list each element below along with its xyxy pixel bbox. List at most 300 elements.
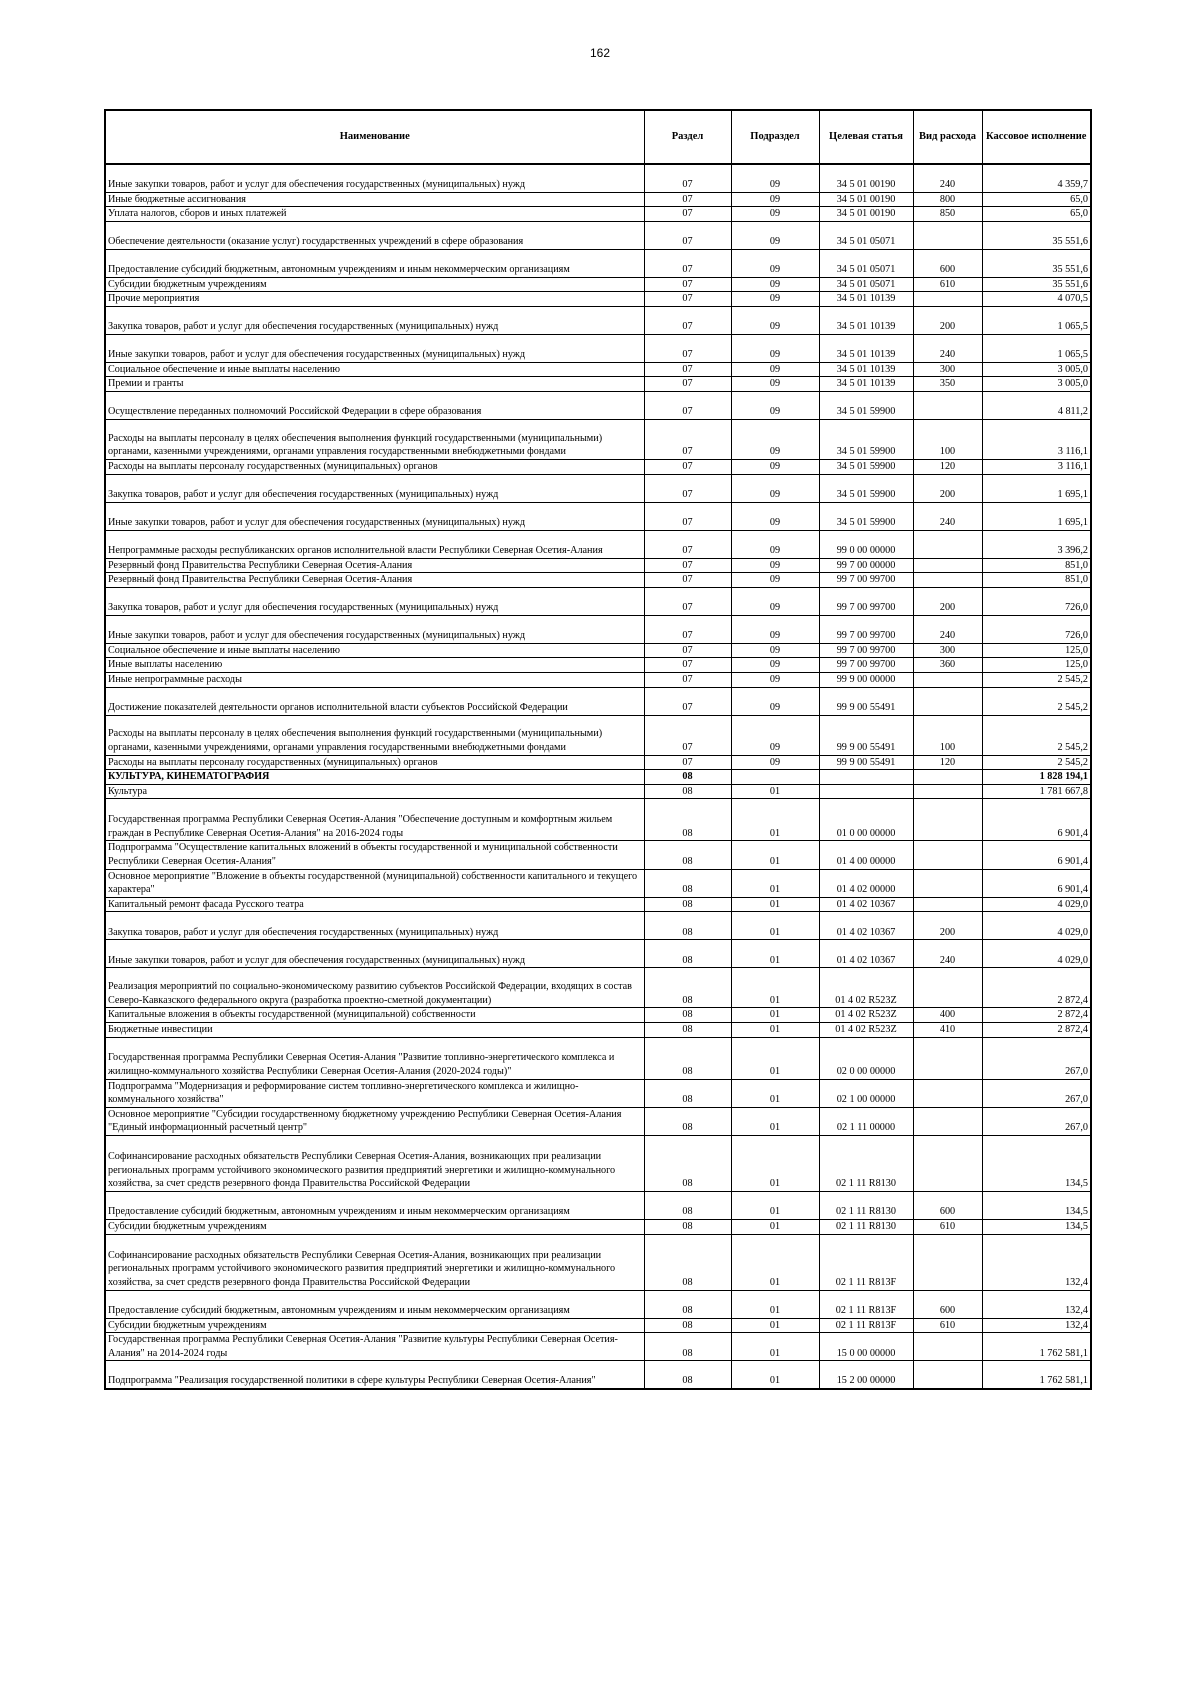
row-razdel-cell: 08 [644, 799, 731, 841]
row-vid-cell [913, 869, 982, 897]
row-vid-cell: 240 [913, 164, 982, 192]
row-celevaya-cell: 99 7 00 99700 [819, 573, 913, 588]
row-name-cell: Субсидии бюджетным учреждениям [105, 277, 644, 292]
table-row [105, 673, 1091, 688]
table-row [105, 277, 1091, 292]
row-celevaya-cell: 34 5 01 59900 [819, 502, 913, 530]
row-name-cell: Основное мероприятие "Вложение в объекты государственной (муниципальной) собственности капитального и текущего характера" [105, 869, 644, 897]
row-name-cell: Расходы на выплаты персоналу государственных (муниципальных) органов [105, 460, 644, 475]
row-razdel-cell: 08 [644, 1333, 731, 1361]
row-name-cell: Закупка товаров, работ и услуг для обеспечения государственных (муниципальных) нужд [105, 912, 644, 940]
row-razdel-cell: 07 [644, 334, 731, 362]
row-vid-cell [913, 687, 982, 715]
row-summa-cell: 134,5 [982, 1135, 1091, 1191]
row-name-cell: Предоставление субсидий бюджетным, автономным учреждениям и иным некоммерческим организациям [105, 249, 644, 277]
table-row [105, 1191, 1091, 1219]
page-number: 162 [589, 46, 611, 60]
row-celevaya-cell: 02 1 11 R813F [819, 1234, 913, 1290]
row-summa-cell: 851,0 [982, 573, 1091, 588]
table-row [105, 1135, 1091, 1191]
row-razdel-cell: 07 [644, 249, 731, 277]
row-celevaya-cell: 99 9 00 00000 [819, 673, 913, 688]
row-razdel-cell: 08 [644, 841, 731, 869]
row-summa-cell: 3 005,0 [982, 377, 1091, 392]
row-summa-cell: 1 065,5 [982, 334, 1091, 362]
row-vid-cell [913, 784, 982, 799]
row-razdel-cell: 07 [644, 292, 731, 307]
row-podrazdel-cell: 09 [731, 715, 819, 755]
table-row [105, 799, 1091, 841]
table-row [105, 1333, 1091, 1361]
table-row [105, 392, 1091, 420]
row-vid-cell [913, 221, 982, 249]
row-name-cell: Подпрограмма "Осуществление капитальных вложений в объекты государственной и муниципальной собственности Республики Северная Осетия-Алания" [105, 841, 644, 869]
row-name-cell: Иные закупки товаров, работ и услуг для обеспечения государственных (муниципальных) нужд [105, 334, 644, 362]
row-podrazdel-cell: 09 [731, 392, 819, 420]
row-razdel-cell: 08 [644, 1219, 731, 1234]
row-vid-cell [913, 799, 982, 841]
row-summa-cell: 4 070,5 [982, 292, 1091, 307]
row-podrazdel-cell [731, 770, 819, 785]
row-name-cell: Прочие мероприятия [105, 292, 644, 307]
row-razdel-cell: 08 [644, 897, 731, 912]
row-podrazdel-cell: 01 [731, 1079, 819, 1107]
row-name-cell: Основное мероприятие "Субсидии государственному бюджетному учреждению Республики Северная Осетия-Алания "Единый информационный расчетный центр" [105, 1107, 644, 1135]
row-celevaya-cell: 01 4 02 R523Z [819, 1008, 913, 1023]
table-row [105, 897, 1091, 912]
row-vid-cell: 100 [913, 420, 982, 460]
row-vid-cell: 610 [913, 277, 982, 292]
row-razdel-cell: 08 [644, 1079, 731, 1107]
row-summa-cell: 3 396,2 [982, 530, 1091, 558]
row-celevaya-cell: 99 7 00 00000 [819, 558, 913, 573]
row-razdel-cell: 08 [644, 1107, 731, 1135]
row-vid-cell [913, 841, 982, 869]
row-name-cell: Иные закупки товаров, работ и услуг для обеспечения государственных (муниципальных) нужд [105, 615, 644, 643]
row-vid-cell: 600 [913, 249, 982, 277]
table-row [105, 940, 1091, 968]
row-celevaya-cell: 34 5 01 05071 [819, 221, 913, 249]
row-celevaya-cell: 99 7 00 99700 [819, 587, 913, 615]
row-razdel-cell: 08 [644, 912, 731, 940]
row-name-cell: Расходы на выплаты персоналу в целях обеспечения выполнения функций государственными (муниципальными) органами, казенными учреждениями, органами управления государственными внебюджетными фондами [105, 715, 644, 755]
table-row [105, 784, 1091, 799]
row-summa-cell: 1 781 667,8 [982, 784, 1091, 799]
table-row [105, 292, 1091, 307]
table-row [105, 221, 1091, 249]
row-summa-cell: 3 116,1 [982, 460, 1091, 475]
row-razdel-cell: 08 [644, 869, 731, 897]
row-summa-cell: 4 359,7 [982, 164, 1091, 192]
row-vid-cell [913, 392, 982, 420]
row-razdel-cell: 07 [644, 377, 731, 392]
row-vid-cell [913, 1037, 982, 1079]
row-name-cell: Иные бюджетные ассигнования [105, 192, 644, 207]
row-razdel-cell: 07 [644, 587, 731, 615]
row-name-cell: Иные выплаты населению [105, 658, 644, 673]
row-summa-cell: 65,0 [982, 207, 1091, 222]
row-podrazdel-cell: 01 [731, 1191, 819, 1219]
table-row [105, 1318, 1091, 1333]
row-summa-cell: 726,0 [982, 615, 1091, 643]
row-vid-cell [913, 770, 982, 785]
table-row [105, 1107, 1091, 1135]
row-name-cell: Бюджетные инвестиции [105, 1022, 644, 1037]
row-razdel-cell: 07 [644, 362, 731, 377]
row-podrazdel-cell: 01 [731, 1037, 819, 1079]
row-name-cell: Резервный фонд Правительства Республики Северная Осетия-Алания [105, 558, 644, 573]
row-summa-cell: 35 551,6 [982, 249, 1091, 277]
row-vid-cell [913, 530, 982, 558]
row-vid-cell: 800 [913, 192, 982, 207]
row-podrazdel-cell: 01 [731, 1219, 819, 1234]
row-name-cell: Государственная программа Республики Северная Осетия-Алания "Развитие культуры Республики Северная Осетия-Алания" на 2014-2024 годы [105, 1333, 644, 1361]
row-summa-cell: 125,0 [982, 643, 1091, 658]
header-name: Наименование [105, 110, 644, 164]
row-razdel-cell: 07 [644, 658, 731, 673]
row-celevaya-cell: 34 5 01 05071 [819, 249, 913, 277]
row-vid-cell [913, 1079, 982, 1107]
table-row [105, 558, 1091, 573]
row-vid-cell: 200 [913, 306, 982, 334]
row-name-cell: Социальное обеспечение и иные выплаты населению [105, 643, 644, 658]
row-razdel-cell: 08 [644, 1290, 731, 1318]
row-celevaya-cell: 02 0 00 00000 [819, 1037, 913, 1079]
row-celevaya-cell: 34 5 01 10139 [819, 362, 913, 377]
row-razdel-cell: 07 [644, 573, 731, 588]
row-vid-cell: 200 [913, 912, 982, 940]
row-summa-cell: 132,4 [982, 1290, 1091, 1318]
row-podrazdel-cell: 01 [731, 784, 819, 799]
row-podrazdel-cell: 01 [731, 1135, 819, 1191]
row-razdel-cell: 07 [644, 306, 731, 334]
row-celevaya-cell: 15 0 00 00000 [819, 1333, 913, 1361]
row-celevaya-cell: 99 7 00 99700 [819, 615, 913, 643]
row-razdel-cell: 07 [644, 530, 731, 558]
row-summa-cell: 1 828 194,1 [982, 770, 1091, 785]
table-row [105, 587, 1091, 615]
row-vid-cell [913, 1107, 982, 1135]
row-celevaya-cell: 34 5 01 05071 [819, 277, 913, 292]
row-vid-cell [913, 968, 982, 1008]
row-celevaya-cell: 01 4 02 10367 [819, 897, 913, 912]
row-podrazdel-cell: 01 [731, 968, 819, 1008]
row-podrazdel-cell: 09 [731, 658, 819, 673]
table-row [105, 912, 1091, 940]
row-name-cell: Иные закупки товаров, работ и услуг для обеспечения государственных (муниципальных) нужд [105, 502, 644, 530]
row-summa-cell: 35 551,6 [982, 221, 1091, 249]
row-summa-cell: 267,0 [982, 1107, 1091, 1135]
row-summa-cell: 4 029,0 [982, 940, 1091, 968]
table-row [105, 362, 1091, 377]
row-name-cell: Предоставление субсидий бюджетным, автономным учреждениям и иным некоммерческим организациям [105, 1191, 644, 1219]
row-razdel-cell: 08 [644, 784, 731, 799]
row-vid-cell: 200 [913, 474, 982, 502]
row-name-cell: Иные закупки товаров, работ и услуг для обеспечения государственных (муниципальных) нужд [105, 164, 644, 192]
row-razdel-cell: 08 [644, 770, 731, 785]
row-name-cell: Иные закупки товаров, работ и услуг для обеспечения государственных (муниципальных) нужд [105, 940, 644, 968]
table-row [105, 1234, 1091, 1290]
row-podrazdel-cell: 01 [731, 1107, 819, 1135]
row-summa-cell: 3 116,1 [982, 420, 1091, 460]
row-summa-cell: 267,0 [982, 1037, 1091, 1079]
row-name-cell: Капитальные вложения в объекты государственной (муниципальной) собственности [105, 1008, 644, 1023]
row-celevaya-cell: 02 1 11 R8130 [819, 1191, 913, 1219]
row-podrazdel-cell: 09 [731, 687, 819, 715]
row-podrazdel-cell: 01 [731, 1234, 819, 1290]
row-vid-cell: 410 [913, 1022, 982, 1037]
row-celevaya-cell: 02 1 00 00000 [819, 1079, 913, 1107]
row-podrazdel-cell: 09 [731, 306, 819, 334]
row-razdel-cell: 08 [644, 1008, 731, 1023]
header-razdel: Раздел [644, 110, 731, 164]
table-row [105, 164, 1091, 192]
row-podrazdel-cell: 09 [731, 755, 819, 770]
row-vid-cell [913, 292, 982, 307]
row-razdel-cell: 07 [644, 615, 731, 643]
row-razdel-cell: 07 [644, 643, 731, 658]
row-celevaya-cell: 02 1 11 R813F [819, 1318, 913, 1333]
table-row [105, 841, 1091, 869]
table-row [105, 249, 1091, 277]
row-summa-cell: 2 872,4 [982, 1022, 1091, 1037]
header-kassovoe-ispolnenie: Кассовое исполнение [982, 110, 1091, 164]
row-name-cell: КУЛЬТУРА, КИНЕМАТОГРАФИЯ [105, 770, 644, 785]
row-razdel-cell: 08 [644, 1318, 731, 1333]
table-body [105, 164, 1091, 1389]
row-razdel-cell: 07 [644, 221, 731, 249]
row-podrazdel-cell: 09 [731, 221, 819, 249]
row-vid-cell [913, 1135, 982, 1191]
row-summa-cell: 1 762 581,1 [982, 1333, 1091, 1361]
row-vid-cell [913, 1361, 982, 1389]
table-row [105, 1219, 1091, 1234]
row-podrazdel-cell: 01 [731, 1318, 819, 1333]
row-podrazdel-cell: 09 [731, 587, 819, 615]
row-summa-cell: 2 545,2 [982, 715, 1091, 755]
row-podrazdel-cell: 09 [731, 377, 819, 392]
row-celevaya-cell: 01 4 02 10367 [819, 912, 913, 940]
row-celevaya-cell: 34 5 01 59900 [819, 474, 913, 502]
row-razdel-cell: 07 [644, 207, 731, 222]
row-name-cell: Социальное обеспечение и иные выплаты населению [105, 362, 644, 377]
row-podrazdel-cell: 09 [731, 573, 819, 588]
row-name-cell: Субсидии бюджетным учреждениям [105, 1219, 644, 1234]
row-razdel-cell: 07 [644, 420, 731, 460]
row-vid-cell: 200 [913, 587, 982, 615]
row-name-cell: Закупка товаров, работ и услуг для обеспечения государственных (муниципальных) нужд [105, 587, 644, 615]
row-name-cell: Государственная программа Республики Северная Осетия-Алания "Обеспечение доступным и комфортным жильем граждан в Республике Северная Осетия-Алания" на 2016-2024 годы [105, 799, 644, 841]
row-podrazdel-cell: 09 [731, 207, 819, 222]
row-celevaya-cell: 34 5 01 10139 [819, 292, 913, 307]
row-celevaya-cell: 01 4 02 R523Z [819, 968, 913, 1008]
row-summa-cell: 4 029,0 [982, 912, 1091, 940]
row-razdel-cell: 08 [644, 1022, 731, 1037]
row-vid-cell: 240 [913, 615, 982, 643]
row-podrazdel-cell: 09 [731, 615, 819, 643]
row-name-cell: Обеспечение деятельности (оказание услуг) государственных учреждений в сфере образования [105, 221, 644, 249]
row-celevaya-cell: 34 5 01 00190 [819, 164, 913, 192]
row-celevaya-cell: 01 4 02 10367 [819, 940, 913, 968]
row-podrazdel-cell: 09 [731, 643, 819, 658]
row-razdel-cell: 07 [644, 277, 731, 292]
row-celevaya-cell: 99 7 00 99700 [819, 643, 913, 658]
header-celevaya-statya: Целевая статья [819, 110, 913, 164]
row-podrazdel-cell: 01 [731, 1008, 819, 1023]
row-summa-cell: 35 551,6 [982, 277, 1091, 292]
row-name-cell: Софинансирование расходных обязательств Республики Северная Осетия-Алания, возникающих при реализации региональных программ устойчивого экономического развития предприятий энергетики и жилищно-коммунального хозяйства, за счет средств резервного фонда Правительства Российской Федерации [105, 1135, 644, 1191]
row-vid-cell [913, 897, 982, 912]
row-name-cell: Предоставление субсидий бюджетным, автономным учреждениям и иным некоммерческим организациям [105, 1290, 644, 1318]
row-name-cell: Закупка товаров, работ и услуг для обеспечения государственных (муниципальных) нужд [105, 474, 644, 502]
row-podrazdel-cell: 01 [731, 1333, 819, 1361]
row-celevaya-cell: 99 7 00 99700 [819, 658, 913, 673]
row-celevaya-cell: 01 0 00 00000 [819, 799, 913, 841]
row-podrazdel-cell: 09 [731, 292, 819, 307]
row-vid-cell: 610 [913, 1219, 982, 1234]
row-name-cell: Субсидии бюджетным учреждениям [105, 1318, 644, 1333]
row-podrazdel-cell: 09 [731, 362, 819, 377]
row-celevaya-cell [819, 770, 913, 785]
row-vid-cell: 600 [913, 1290, 982, 1318]
table-row [105, 1037, 1091, 1079]
row-name-cell: Осуществление переданных полномочий Российской Федерации в сфере образования [105, 392, 644, 420]
row-podrazdel-cell: 01 [731, 1022, 819, 1037]
header-podrazdel: Подраздел [731, 110, 819, 164]
row-name-cell: Расходы на выплаты персоналу в целях обеспечения выполнения функций государственными (муниципальными) органами, казенными учреждениями, органами управления государственными внебюджетными фондами [105, 420, 644, 460]
row-razdel-cell: 08 [644, 1234, 731, 1290]
row-celevaya-cell: 34 5 01 59900 [819, 420, 913, 460]
row-vid-cell [913, 573, 982, 588]
row-vid-cell: 120 [913, 755, 982, 770]
row-summa-cell: 4 029,0 [982, 897, 1091, 912]
row-vid-cell: 300 [913, 362, 982, 377]
table-row [105, 420, 1091, 460]
row-name-cell: Подпрограмма "Реализация государственной политики в сфере культуры Республики Северная Осетия-Алания" [105, 1361, 644, 1389]
row-name-cell: Резервный фонд Правительства Республики Северная Осетия-Алания [105, 573, 644, 588]
row-celevaya-cell: 34 5 01 59900 [819, 392, 913, 420]
table-row [105, 1022, 1091, 1037]
row-razdel-cell: 07 [644, 558, 731, 573]
row-vid-cell: 600 [913, 1191, 982, 1219]
row-summa-cell: 125,0 [982, 658, 1091, 673]
row-podrazdel-cell: 01 [731, 940, 819, 968]
row-celevaya-cell: 01 4 02 00000 [819, 869, 913, 897]
row-razdel-cell: 07 [644, 755, 731, 770]
table-row [105, 1079, 1091, 1107]
row-celevaya-cell [819, 784, 913, 799]
row-summa-cell: 1 695,1 [982, 474, 1091, 502]
row-podrazdel-cell: 09 [731, 530, 819, 558]
row-name-cell: Софинансирование расходных обязательств Республики Северная Осетия-Алания, возникающих при реализации региональных программ устойчивого экономического развития предприятий энергетики и жилищно-коммунального хозяйства, за счет средств резервного фонда Правительства Российской Федерации [105, 1234, 644, 1290]
row-summa-cell: 6 901,4 [982, 869, 1091, 897]
row-podrazdel-cell: 01 [731, 1361, 819, 1389]
row-summa-cell: 851,0 [982, 558, 1091, 573]
row-vid-cell [913, 1234, 982, 1290]
row-celevaya-cell: 99 9 00 55491 [819, 687, 913, 715]
row-podrazdel-cell: 09 [731, 502, 819, 530]
table-row [105, 715, 1091, 755]
row-summa-cell: 132,4 [982, 1318, 1091, 1333]
table-row [105, 530, 1091, 558]
row-celevaya-cell: 99 0 00 00000 [819, 530, 913, 558]
row-celevaya-cell: 34 5 01 59900 [819, 460, 913, 475]
row-podrazdel-cell: 09 [731, 277, 819, 292]
row-vid-cell [913, 558, 982, 573]
row-vid-cell: 100 [913, 715, 982, 755]
row-summa-cell: 1 762 581,1 [982, 1361, 1091, 1389]
row-podrazdel-cell: 09 [731, 192, 819, 207]
row-vid-cell: 360 [913, 658, 982, 673]
row-name-cell: Закупка товаров, работ и услуг для обеспечения государственных (муниципальных) нужд [105, 306, 644, 334]
row-celevaya-cell: 01 4 02 R523Z [819, 1022, 913, 1037]
row-celevaya-cell: 02 1 11 00000 [819, 1107, 913, 1135]
row-summa-cell: 2 872,4 [982, 968, 1091, 1008]
row-vid-cell: 240 [913, 334, 982, 362]
row-razdel-cell: 08 [644, 940, 731, 968]
row-razdel-cell: 07 [644, 164, 731, 192]
row-celevaya-cell: 34 5 01 00190 [819, 192, 913, 207]
table-row [105, 207, 1091, 222]
row-vid-cell [913, 1333, 982, 1361]
table-row [105, 658, 1091, 673]
row-podrazdel-cell: 01 [731, 1290, 819, 1318]
row-podrazdel-cell: 09 [731, 474, 819, 502]
row-podrazdel-cell: 09 [731, 334, 819, 362]
row-celevaya-cell: 02 1 11 R8130 [819, 1135, 913, 1191]
row-podrazdel-cell: 01 [731, 912, 819, 940]
row-podrazdel-cell: 09 [731, 460, 819, 475]
row-summa-cell: 1 065,5 [982, 306, 1091, 334]
row-summa-cell: 134,5 [982, 1219, 1091, 1234]
row-name-cell: Реализация мероприятий по социально-экономическому развитию субъектов Российской Федерации, входящих в состав Северо-Кавказского федерального округа (разработка проектно-сметной документации) [105, 968, 644, 1008]
row-celevaya-cell: 34 5 01 10139 [819, 306, 913, 334]
row-razdel-cell: 08 [644, 1135, 731, 1191]
row-vid-cell: 120 [913, 460, 982, 475]
row-name-cell: Уплата налогов, сборов и иных платежей [105, 207, 644, 222]
table-row [105, 306, 1091, 334]
row-vid-cell: 240 [913, 940, 982, 968]
row-summa-cell: 132,4 [982, 1234, 1091, 1290]
row-summa-cell: 65,0 [982, 192, 1091, 207]
row-vid-cell: 610 [913, 1318, 982, 1333]
row-celevaya-cell: 99 9 00 55491 [819, 755, 913, 770]
table-row [105, 643, 1091, 658]
row-summa-cell: 2 545,2 [982, 687, 1091, 715]
row-name-cell: Государственная программа Республики Северная Осетия-Алания "Развитие топливно-энергетического комплекса и жилищно-коммунального хозяйства Республики Северная Осетия-Алания (2020-2024 годы)" [105, 1037, 644, 1079]
row-name-cell: Непрограммные расходы республиканских органов исполнительной власти Республики Северная Осетия-Алания [105, 530, 644, 558]
table-row [105, 615, 1091, 643]
table-row [105, 1290, 1091, 1318]
row-summa-cell: 3 005,0 [982, 362, 1091, 377]
row-podrazdel-cell: 09 [731, 164, 819, 192]
table-row [105, 573, 1091, 588]
row-name-cell: Достижение показателей деятельности органов исполнительной власти субъектов Российской Федерации [105, 687, 644, 715]
table-row [105, 968, 1091, 1008]
row-celevaya-cell: 15 2 00 00000 [819, 1361, 913, 1389]
row-podrazdel-cell: 01 [731, 799, 819, 841]
table-row [105, 474, 1091, 502]
table-row [105, 869, 1091, 897]
table-row [105, 502, 1091, 530]
row-name-cell: Иные непрограммные расходы [105, 673, 644, 688]
row-razdel-cell: 08 [644, 1037, 731, 1079]
row-summa-cell: 1 695,1 [982, 502, 1091, 530]
row-razdel-cell: 07 [644, 687, 731, 715]
row-celevaya-cell: 34 5 01 10139 [819, 334, 913, 362]
row-summa-cell: 2 872,4 [982, 1008, 1091, 1023]
row-razdel-cell: 07 [644, 715, 731, 755]
